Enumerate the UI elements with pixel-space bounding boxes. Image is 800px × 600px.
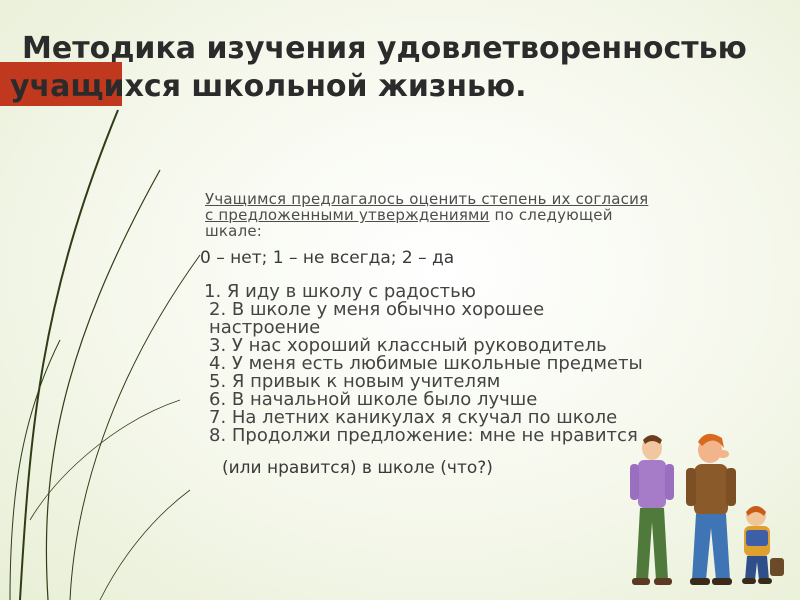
intro-part-3: по следующей (489, 206, 613, 224)
list-item: 7. На летних каникулах я скучал по школе (209, 407, 618, 428)
title-line-2: учащихся школьной жизнью. (10, 69, 527, 104)
list-item: 1. Я иду в школу с радостью (204, 281, 476, 302)
rating-scale: 0 – нет; 1 – не всегда; 2 – да (200, 248, 455, 268)
intro-part-2: с предложенными утверждениями (205, 206, 490, 224)
page-title (10, 30, 770, 106)
cartoon-students-illustration (610, 430, 790, 595)
intro-part-1: Учащимся предлагалось оценить степень их согласия (205, 190, 649, 208)
statement-list (204, 283, 744, 445)
list-item: 6. В начальной школе было лучше (209, 389, 538, 410)
list-item: 8. Продолжи предложение: мне не нравится (209, 425, 638, 446)
list-item: 3. У нас хороший классный руководитель (209, 335, 607, 356)
intro-part-4: шкале: (205, 222, 263, 240)
list-item: 2. В школе у меня обычно хорошее (209, 299, 545, 320)
list-item: 5. Я привык к новым учителям (209, 371, 501, 392)
closing-line: (или нравится) в школе (что?) (222, 458, 493, 478)
list-item: 4. У меня есть любимые школьные предметы (209, 353, 643, 374)
list-item: настроение (209, 317, 321, 338)
intro-text (205, 191, 725, 239)
title-line-1: Методика изучения удовлетворенностью (22, 31, 747, 66)
